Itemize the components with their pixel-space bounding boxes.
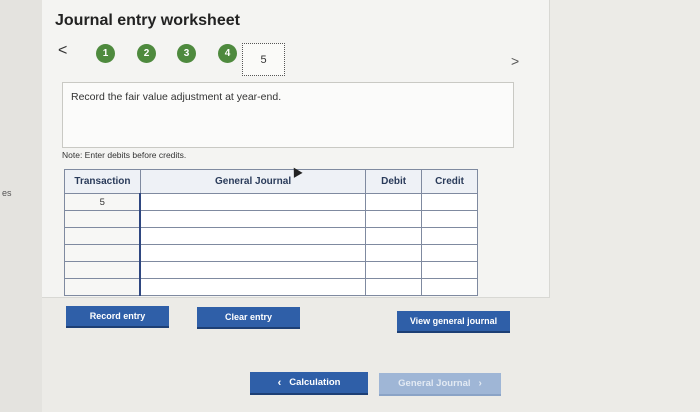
- step-5-current[interactable]: 5: [242, 43, 285, 76]
- header-transaction: Transaction: [65, 170, 141, 194]
- credit-input[interactable]: [422, 228, 478, 245]
- general-journal-label: General Journal: [398, 378, 471, 389]
- transaction-cell: [65, 228, 141, 245]
- general-journal-input[interactable]: [140, 228, 365, 245]
- record-entry-button[interactable]: Record entry: [66, 306, 169, 328]
- next-arrow-icon[interactable]: >: [511, 53, 520, 69]
- general-journal-input[interactable]: [140, 262, 365, 279]
- debit-input[interactable]: [366, 211, 422, 228]
- debit-input[interactable]: [366, 245, 422, 262]
- transaction-cell: [65, 262, 141, 279]
- table-row: [65, 262, 478, 279]
- left-edge-text: es: [2, 188, 12, 198]
- transaction-cell: 5: [65, 194, 141, 211]
- calculation-button[interactable]: [250, 372, 368, 395]
- instruction-text: Record the fair value adjustment at year-end.: [71, 91, 282, 103]
- note-text: Note: Enter debits before credits.: [62, 150, 187, 160]
- table-row: [65, 194, 478, 211]
- transaction-cell: [65, 245, 141, 262]
- credit-input[interactable]: [422, 194, 478, 211]
- debit-input[interactable]: [366, 262, 422, 279]
- step-2-button[interactable]: 2: [137, 44, 156, 63]
- credit-input[interactable]: [422, 279, 478, 296]
- table-row: [65, 228, 478, 245]
- general-journal-input[interactable]: [140, 245, 365, 262]
- transaction-cell: [65, 211, 141, 228]
- step-1-button[interactable]: 1: [96, 44, 115, 63]
- prev-arrow-icon[interactable]: <: [58, 42, 68, 59]
- debit-input[interactable]: [366, 194, 422, 211]
- debit-input[interactable]: [366, 228, 422, 245]
- transaction-cell: [65, 279, 141, 296]
- general-journal-input[interactable]: [140, 194, 365, 211]
- calculation-label: Calculation: [289, 377, 341, 388]
- chevron-left-icon: ‹: [277, 376, 282, 389]
- header-debit: Debit: [366, 170, 422, 194]
- general-journal-input[interactable]: [140, 211, 365, 228]
- journal-table: [64, 169, 478, 296]
- table-row: [65, 279, 478, 296]
- credit-input[interactable]: [422, 211, 478, 228]
- chevron-right-icon: ›: [478, 378, 482, 389]
- view-general-journal-button[interactable]: View general journal: [397, 311, 510, 333]
- general-journal-button[interactable]: [379, 373, 501, 396]
- debit-input[interactable]: [366, 279, 422, 296]
- step-4-button[interactable]: 4: [218, 44, 237, 63]
- instruction-box: [62, 82, 514, 148]
- credit-input[interactable]: [422, 245, 478, 262]
- credit-input[interactable]: [422, 262, 478, 279]
- general-journal-input[interactable]: [140, 279, 365, 296]
- step-3-button[interactable]: 3: [177, 44, 196, 63]
- left-edge-panel: [0, 0, 42, 412]
- page-title: Journal entry worksheet: [55, 12, 240, 29]
- header-credit: Credit: [422, 170, 478, 194]
- table-row: [65, 245, 478, 262]
- header-general-journal: General Journal: [140, 170, 365, 194]
- table-header-row: [65, 170, 478, 194]
- table-row: [65, 211, 478, 228]
- clear-entry-button[interactable]: Clear entry: [197, 307, 300, 329]
